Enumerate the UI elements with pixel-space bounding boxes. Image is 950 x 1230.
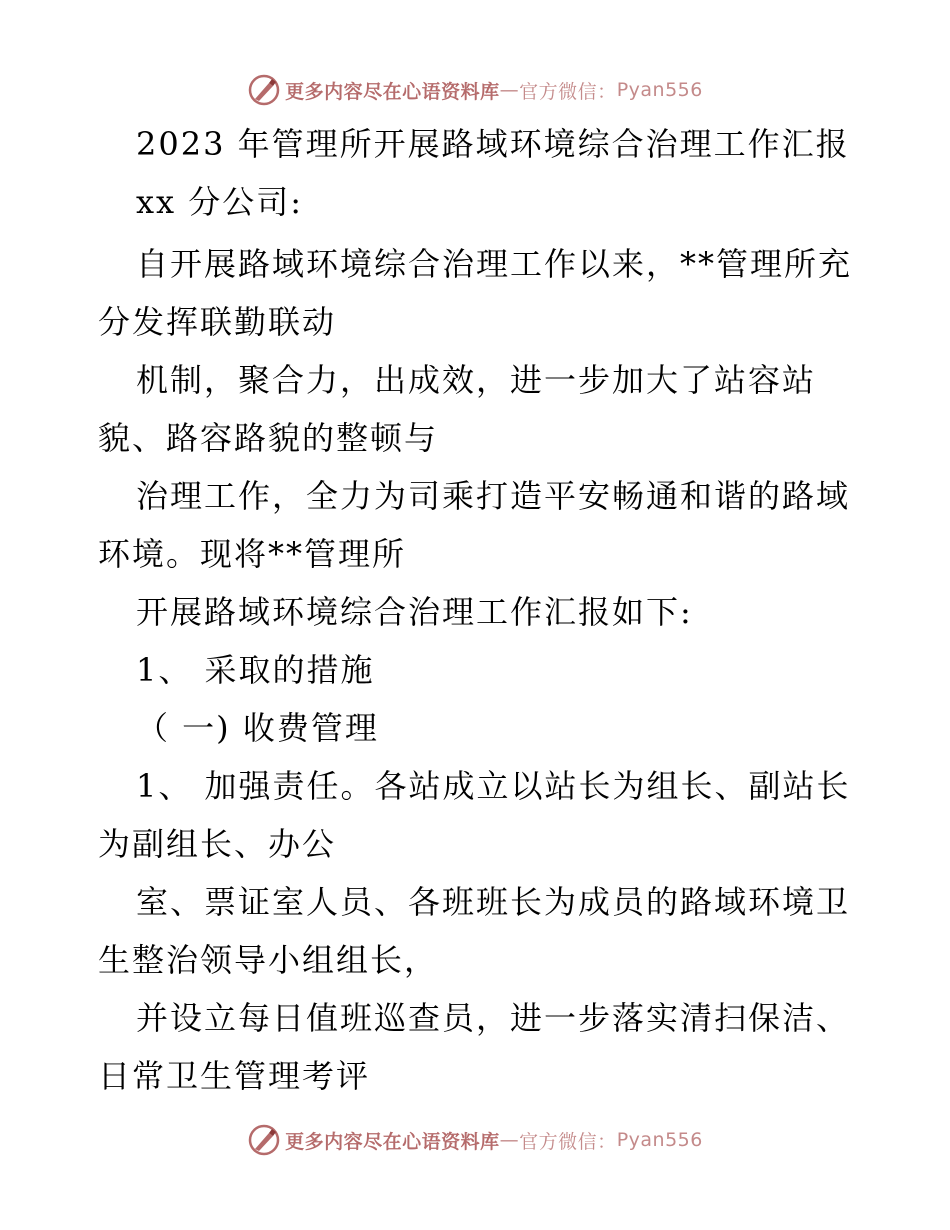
paragraph-line: 貌、路容路貌的整顿与 [98, 419, 439, 457]
watermark-sub-text: 官方微信： [519, 1130, 617, 1153]
paragraph-line: 治理工作，全力为司乘打造平安畅通和谐的路域 [136, 477, 851, 515]
paragraph-line: 分发挥联勤联动 [98, 303, 337, 341]
paragraph-line: 并设立每日值班巡查员，进一步落实清扫保洁、 [136, 999, 851, 1037]
paragraph-line: 日常卫生管理考评 [98, 1057, 371, 1095]
pen-logo-icon [247, 1123, 281, 1157]
document-salutation: xx 分公司: [136, 183, 304, 221]
paragraph-line: 环境。现将**管理所 [98, 535, 407, 573]
paragraph-line: 开展路域环境综合治理工作汇报如下: [136, 593, 693, 631]
section-heading: 1、 采取的措施 [136, 651, 375, 689]
watermark-sub-text: 官方微信： [519, 80, 617, 103]
subsection-heading: （ 一) 收费管理 [136, 709, 379, 747]
paragraph-line: 机制，聚合力，出成效，进一步加大了站容站 [136, 361, 817, 399]
paragraph-line: 生整治领导小组组长， [98, 941, 439, 979]
watermark-main-text: 更多内容尽在心语资料库 [285, 80, 500, 103]
watermark-footer [0, 1120, 950, 1160]
paragraph-line: 为副组长、办公 [98, 825, 337, 863]
watermark-wechat-id: Pyan556 [616, 79, 703, 101]
paragraph-line: 自开展路域环境综合治理工作以来，**管理所充 [136, 245, 853, 283]
watermark-main-text: 更多内容尽在心语资料库 [285, 1130, 500, 1153]
paragraph-line: 室、票证室人员、各班班长为成员的路域环境卫 [136, 883, 851, 921]
watermark-separator: — [499, 1129, 520, 1151]
document-title: 2023 年管理所开展路域环境综合治理工作汇报 [136, 125, 850, 163]
watermark-separator: — [499, 79, 520, 101]
paragraph-line: 1、 加强责任。各站成立以站长为组长、副站长 [136, 767, 851, 805]
watermark-wechat-id: Pyan556 [616, 1129, 703, 1151]
